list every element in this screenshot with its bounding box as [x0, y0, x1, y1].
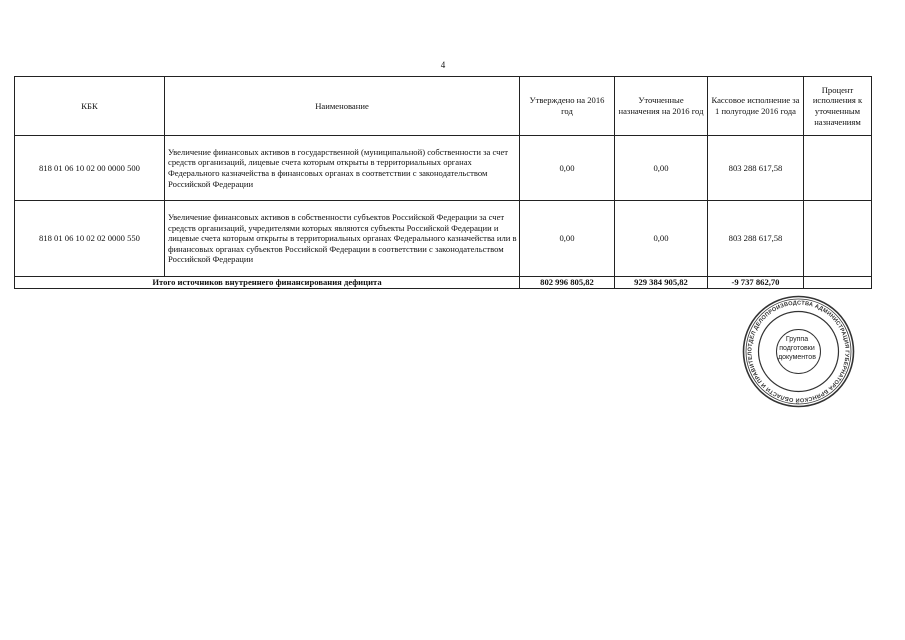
refined-cell: 0,00: [615, 201, 708, 277]
header-refined: Уточненные назначения на 2016 год: [615, 77, 708, 136]
header-name: Наименование: [165, 77, 520, 136]
total-percent: [804, 277, 872, 289]
table-header-row: [15, 77, 872, 136]
approved-cell: 0,00: [520, 201, 615, 277]
executed-cell: 803 288 617,58: [708, 136, 804, 201]
kbk-cell: 818 01 06 10 02 02 0000 550: [15, 201, 165, 277]
total-row: [15, 277, 872, 289]
name-cell: Увеличение финансовых активов в государственной (муниципальной) собственности за счет средств организаций, лицевые счета которым открыты в территориальных органах Федерального казначейства в финансовых органах в соответствии с законодательством Российской Федерации: [165, 136, 520, 201]
approved-cell: 0,00: [520, 136, 615, 201]
name-cell: Увеличение финансовых активов в собственности субъектов Российской Федерации за счет средств организаций, учредителями которых являются субъекты Российской Федерации и лицевые счета которым открыты в территориальных органах Федерального казначейства или в финансовых органах субъектов Российской Федерации в соответствии с законодательством Российской Федерации: [165, 201, 520, 277]
percent-cell: [804, 201, 872, 277]
total-label: Итого источников внутреннего финансирования дефицита: [15, 277, 520, 289]
page-number: 4: [440, 60, 446, 70]
total-approved: 802 996 805,82: [520, 277, 615, 289]
executed-cell: 803 288 617,58: [708, 201, 804, 277]
header-approved: Утверждено на 2016 год: [520, 77, 615, 136]
table-row: [15, 201, 872, 277]
total-refined: 929 384 905,82: [615, 277, 708, 289]
header-kbk: КБК: [15, 77, 165, 136]
refined-cell: 0,00: [615, 136, 708, 201]
financing-table: [14, 76, 872, 289]
header-percent: Процент исполнения к уточненным назначениям: [804, 77, 872, 136]
header-executed: Кассовое исполнение за 1 полугодие 2016 года: [708, 77, 804, 136]
kbk-cell: 818 01 06 10 02 00 0000 500: [15, 136, 165, 201]
percent-cell: [804, 136, 872, 201]
stamp-ring-text: ОТДЕЛ ДЕЛОПРОИЗВОДСТВА АДМИНИСТРАЦИЯ ГУБЕРНАТОРА БРЯНСКОЙ ОБЛАСТИ И ПРАВИТЕЛ: [747, 300, 850, 403]
total-executed: -9 737 862,70: [708, 277, 804, 289]
stamp-inner-text: Группа подготовки документов: [778, 336, 816, 361]
table-row: [15, 136, 872, 201]
